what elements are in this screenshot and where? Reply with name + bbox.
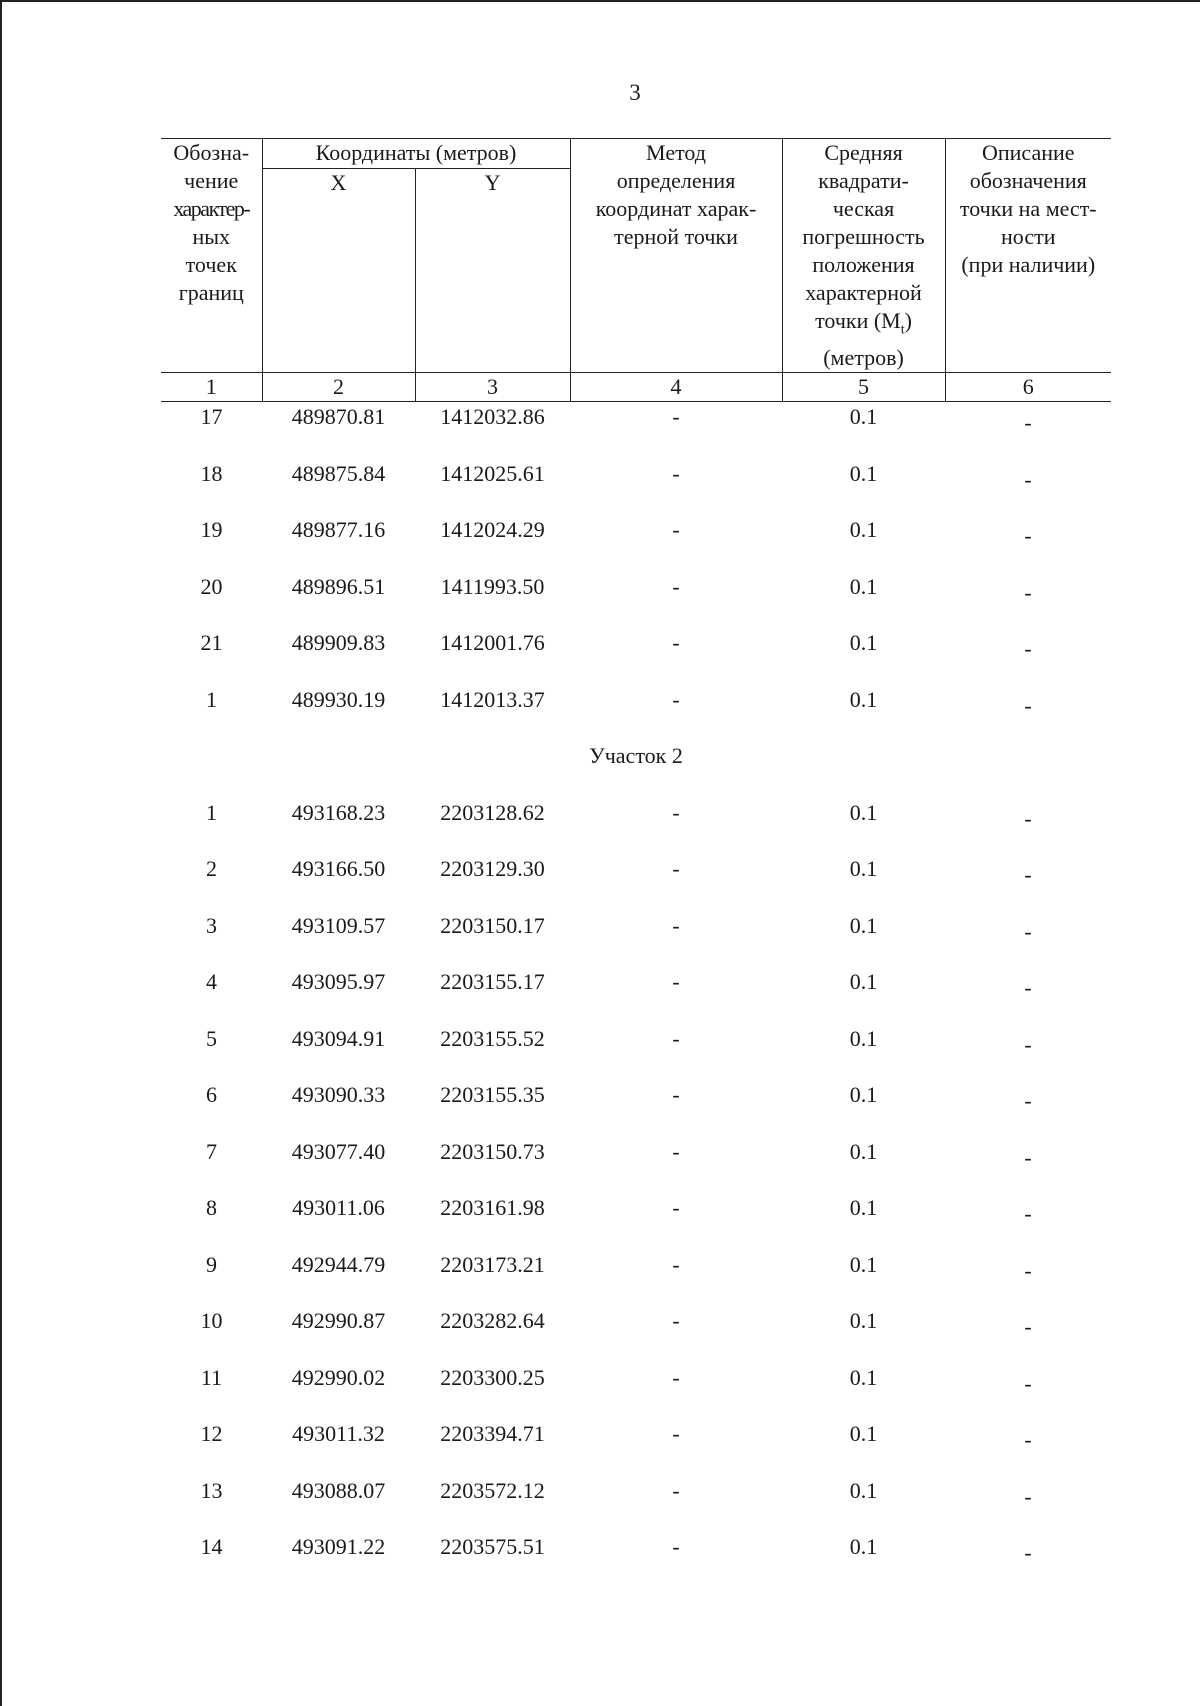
y-coordinate-cell: 1412025.61 [440,460,545,486]
method-cell: - [672,1534,680,1559]
point-number-cell: 1 [206,799,217,825]
y-coordinate-cell: 2203394.71 [440,1421,545,1446]
rows-part-1 [161,404,1111,743]
point-number-cell: 2 [206,856,217,881]
point-number-cell: 7 [206,1138,217,1164]
point-number-cell: 4 [206,969,217,994]
table-row [161,687,1111,744]
x-coordinate-cell: 493091.22 [291,1534,386,1559]
description-cell: - [1024,1031,1032,1057]
scan-border-left [0,0,2,1706]
rows-part-2 [161,800,1111,1591]
y-coordinate-cell: 2203300.25 [440,1364,545,1390]
table-row [161,1252,1111,1309]
column-numbers-row: 1 2 3 4 5 6 [161,373,1111,402]
y-coordinate-cell: 2203161.98 [440,1195,545,1220]
coordinates-table-header [161,138,1111,402]
x-coordinate-cell: 489870.81 [291,404,386,429]
point-number-cell: 18 [200,460,223,486]
method-cell: - [672,1477,680,1503]
y-coordinate-cell: 1412013.37 [440,686,545,712]
x-coordinate-cell: 493011.06 [292,1195,385,1220]
method-cell: - [672,969,680,994]
description-cell: - [1024,1370,1032,1396]
table-row [161,1534,1111,1591]
method-cell: - [672,1138,680,1164]
x-coordinate-cell: 493095.97 [291,969,386,994]
method-cell: - [672,1421,680,1446]
method-cell: - [672,630,680,655]
error-cell: 0.1 [849,1251,878,1277]
x-coordinate-cell: 489875.84 [291,460,386,486]
header-method: Метод определения координат харак- терной точки [570,139,782,373]
error-cell: 0.1 [849,1477,878,1503]
table-row [161,461,1111,518]
description-cell: - [1024,1427,1032,1452]
table-row [161,404,1111,461]
x-coordinate-cell: 493109.57 [291,912,386,938]
description-cell: - [1024,1088,1032,1113]
description-cell: - [1024,918,1032,944]
x-coordinate-cell: 493090.33 [291,1082,386,1107]
description-cell: - [1024,1144,1032,1170]
method-cell: - [672,912,680,938]
table-row [161,517,1111,574]
description-cell: - [1024,523,1032,548]
description-cell: - [1024,805,1032,831]
description-cell: - [1024,579,1032,605]
y-coordinate-cell: 2203173.21 [440,1251,545,1277]
error-cell: 0.1 [849,1195,878,1220]
table-row [161,1139,1111,1196]
table-row [161,1365,1111,1422]
error-cell: 0.1 [849,517,878,542]
point-number-cell: 3 [206,912,217,938]
x-coordinate-cell: 493077.40 [291,1138,386,1164]
x-coordinate-cell: 492990.02 [291,1364,386,1390]
page-number: 3 [629,80,641,105]
table-row [161,1026,1111,1083]
x-coordinate-cell: 489896.51 [291,573,386,599]
table-row [161,1082,1111,1139]
point-number-cell: 8 [206,1195,217,1220]
point-number-cell: 13 [200,1477,223,1503]
table-row [161,856,1111,913]
point-number-cell: 1 [206,686,217,712]
method-cell: - [672,573,680,599]
header-y: Y [415,169,570,373]
method-cell: - [672,1025,680,1051]
x-coordinate-cell: 493168.23 [291,799,386,825]
description-cell: - [1024,862,1032,887]
table-row [161,1421,1111,1478]
coordinates-table-body [161,404,1111,1591]
description-cell: - [1024,466,1032,492]
table-row [161,913,1111,970]
x-coordinate-cell: 493166.50 [291,856,386,881]
error-cell: 0.1 [849,856,878,881]
method-cell: - [672,799,680,825]
y-coordinate-cell: 2203150.73 [440,1138,545,1164]
method-cell: - [672,404,680,429]
error-cell: 0.1 [849,799,878,825]
description-cell: - [1024,975,1032,1000]
table-row [161,1195,1111,1252]
method-cell: - [672,1308,680,1333]
error-cell: 0.1 [849,686,878,712]
error-cell: 0.1 [849,1421,878,1446]
error-cell: 0.1 [849,969,878,994]
header-point-designation: Обозна- чение характер- ных точек границ [161,139,262,373]
y-coordinate-cell: 1412024.29 [440,517,545,542]
error-cell: 0.1 [849,404,878,429]
description-cell: - [1024,636,1032,661]
y-coordinate-cell: 2203128.62 [440,799,545,825]
description-cell: - [1024,1314,1032,1339]
error-cell: 0.1 [849,912,878,938]
point-number-cell: 11 [200,1364,223,1390]
error-cell: 0.1 [849,1308,878,1333]
x-coordinate-cell: 493088.07 [291,1477,386,1503]
error-cell: 0.1 [849,1534,878,1559]
method-cell: - [672,1251,680,1277]
x-coordinate-cell: 492944.79 [291,1251,386,1277]
y-coordinate-cell: 2203575.51 [440,1534,545,1559]
description-cell: - [1024,1257,1032,1283]
point-number-cell: 6 [206,1082,217,1107]
scan-border-top [0,0,1200,2]
point-number-cell: 21 [200,630,223,655]
point-number-cell: 12 [200,1421,223,1446]
x-coordinate-cell: 493094.91 [291,1025,386,1051]
error-cell: 0.1 [849,1138,878,1164]
header-mean-square-error: Средняя квадрати- ческая погрешность положения характерной точки $(M_t)$ (метров) [782,139,945,373]
y-coordinate-cell: 1412032.86 [440,404,545,429]
x-coordinate-cell: 489930.19 [291,686,386,712]
table-row [161,630,1111,687]
table-row [161,800,1111,857]
y-coordinate-cell: 2203155.52 [440,1025,545,1051]
y-coordinate-cell: 1412001.76 [440,630,545,655]
description-cell: - [1024,692,1032,718]
point-number-cell: 17 [200,404,223,429]
method-cell: - [672,460,680,486]
table-row [161,969,1111,1026]
x-coordinate-cell: 492990.87 [291,1308,386,1333]
y-coordinate-cell: 2203155.17 [440,969,545,994]
section-title: Участок 2 [589,743,683,768]
header-point-description: Описание обозначения точки на мест- ности (при наличии) [945,139,1111,373]
point-number-cell: 19 [200,517,223,542]
table-row [161,574,1111,631]
x-coordinate-cell: 489909.83 [291,630,386,655]
method-cell: - [672,517,680,542]
table-row [161,1478,1111,1535]
point-number-cell: 14 [200,1534,223,1559]
error-cell: 0.1 [849,460,878,486]
error-cell: 0.1 [849,1025,878,1051]
y-coordinate-cell: 2203572.12 [440,1477,545,1503]
point-number-cell: 9 [206,1251,217,1277]
error-cell: 0.1 [849,1082,878,1107]
y-coordinate-cell: 1411993.50 [440,573,545,599]
y-coordinate-cell: 2203155.35 [440,1082,545,1107]
table-row [161,1308,1111,1365]
header-x: X [262,169,415,373]
y-coordinate-cell: 2203150.17 [440,912,545,938]
description-cell: - [1024,1483,1032,1509]
x-coordinate-cell: 489877.16 [291,517,386,542]
point-number-cell: 5 [206,1025,217,1051]
method-cell: - [672,686,680,712]
x-coordinate-cell: 493011.32 [292,1421,385,1446]
method-cell: - [672,1082,680,1107]
point-number-cell: 20 [200,573,223,599]
method-cell: - [672,1195,680,1220]
description-cell: - [1024,1540,1032,1565]
point-number-cell: 10 [200,1308,223,1333]
error-cell: 0.1 [849,1364,878,1390]
header-coordinates-group: Координаты (метров) [262,139,570,169]
description-cell: - [1024,410,1032,435]
description-cell: - [1024,1201,1032,1226]
error-cell: 0.1 [849,573,878,599]
method-cell: - [672,1364,680,1390]
y-coordinate-cell: 2203129.30 [440,856,545,881]
method-cell: - [672,856,680,881]
y-coordinate-cell: 2203282.64 [440,1308,545,1333]
error-cell: 0.1 [849,630,878,655]
